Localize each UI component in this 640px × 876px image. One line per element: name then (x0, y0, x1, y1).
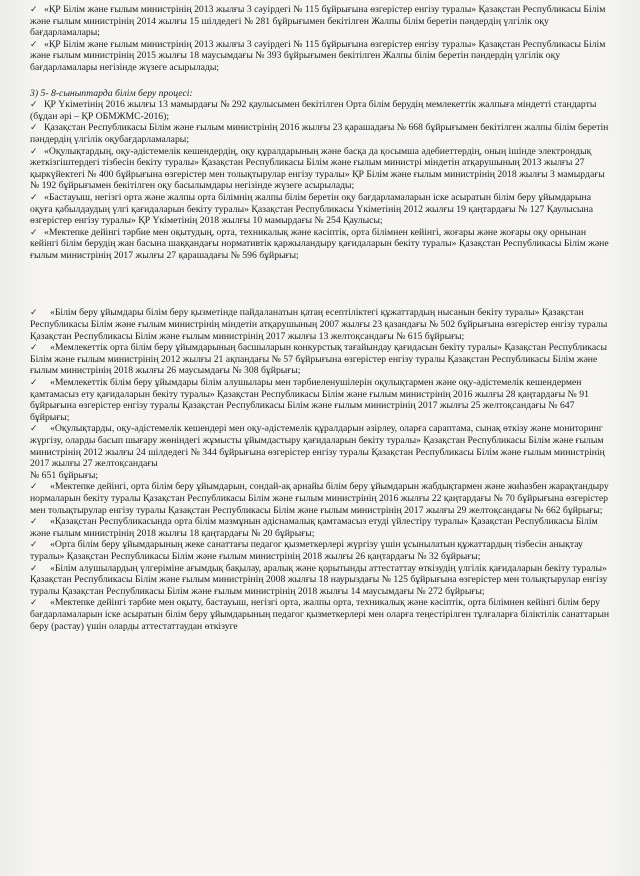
checkmark-icon: ✓ (30, 4, 38, 14)
checkmark-icon: ✓ (30, 516, 38, 527)
checkmark-icon: ✓ (30, 307, 38, 318)
item-text: «ҚР Білім және ғылым министрінің 2013 жылғы 3 сәуірдегі № 115 бұйрығына өзгерістер енгізу туралы» Қазақстан Республикасы Білім және ғылым министрінің 2015 жылғы 18 маусымдағы № 393 бұйрығымен бекітілген Жалпы білім беретін пәндердің үлгілік оқу бағдарламалары негізінде жүзеге асырылады; (30, 38, 606, 73)
item-text: ҚР Үкіметінің 2016 жылғы 13 мамырдағы № 292 қаулысымен бекітілген Орта білім берудің мемлекеттік жалпыға міндетті стандарты (бұдан әрі – ҚР ОБМЖМС-2016); (30, 99, 597, 122)
list-item (30, 563, 616, 598)
item-text: «Орта білім беру ұйымдарының жеке санаттағы педагог қызметкерлері жүргізу үшін ұсынылатын құжаттардың тізбесін анықтау туралы» Қазақстан Республикасы Білім және ғылым министрінің 2018 жылғы 26 қаңтардағы № 32 бұйрығы; (30, 539, 583, 562)
item-text: «Мемлекеттік білім беру ұйымдары білім алушылары мен тәрбиеленушілерін оқулықтармен және оқу-әдістемелік кешендермен қамтамасыз ету қағидаларын бекіту туралы» Қазақстан Республикасы Білім және ғылым министрінің 2016 жылғы 28 қаңтардағы № 91 бұйрығына өзгерістер енгізу туралы Қазақстан Республикасы Білім және ғылым министрінің 2017 жылғы 25 желтоқсандағы № 647 бұйрығы; (30, 377, 589, 423)
list-item (30, 227, 616, 262)
checkmark-icon: ✓ (30, 481, 38, 492)
item-text: «Білім алушылардың үлгеріміне ағымдық бақылау, аралық және қорытынды аттестаттау өткізудің үлгілік қағидаларын бекіту туралы» Қазақстан Республикасы Білім және ғылым министрінің 2008 жылғы 18 наурыздағы № 125 бұйрығына өзгерістер мен толықтырулар енгізу туралы Қазақстан Республикасы Білім және ғылым министрінің 2018 жылғы 14 маусымдағы № 272 бұйрығы; (30, 562, 608, 597)
item-text: «Мектепке дейінгі тәрбие мен оқытудың, орта, техникалық және кәсіптік, орта білімнен кейінгі, жоғары және жоғары оқу орнынан кейінгі білім берудің жан басына шаққандағы нормативтік қаржыландыру қағидаларын бекіту туралы» Қазақстан Республикасы Білім және ғылым министрінің 2017 жылғы 27 қарашадағы № 596 бұйрығы; (30, 226, 609, 261)
checkmark-icon: ✓ (30, 99, 38, 110)
item-text: «ҚР Білім және ғылым министрінің 2013 жылғы 3 сәуірдегі № 115 бұйрығына өзгерістер енгізу туралы» Қазақстан Республикасы Білім және ғылым министрінің 2014 жылғы 15 шілдедегі № 281 бұйрығымен бекітілген Жалпы білім беретін пәндердің үлгілік оқу бағдарламалары; (30, 4, 606, 39)
item-text: Қазақстан Республикасы Білім және ғылым министрінің 2016 жылғы 23 қарашадағы № 668 бұйрығымен бекітілген жалпы білім беретін пәндердің үлгілік оқубағдарламалары; (30, 122, 609, 145)
checkmark-icon: ✓ (30, 191, 38, 202)
list-item (30, 539, 616, 562)
item-text: «Оқулықтардың, оқу-әдістемелік кешендердің, оқу құралдарының және басқа да қосымша әдебиеттердің, оның ішінде электрондық жеткізгіштердегі тізбесін бекіту туралы» Қазақстан Республикасы Білім және ғылым министрі міндетін атқарушының 2013 жылғы 27 қыркүйектегі № 400 бұйрығына өзгерістер мен толықтырулар енгізу туралы» ҚР Білім және ғылым министрінің 2018 жылғы 3 мамырдағы № 192 бұйрығымен бекітілген оқу басылымдары негізінде жүзеге асырылады; (30, 145, 605, 192)
list-item (30, 99, 616, 122)
item-text: «Оқулықтарды, оқу-әдістемелік кешендері мен оқу-әдістемелік құралдарын әзірлеу, оларға сараптама, сынақ өткізу және мониторинг жүргізу, оларды басып шығару жөніндегі жұмысты ұйымдастыру қағидаларын бекіту туралы» Қазақстан Республикасы Білім және ғылым министрінің 2012 жылғы 24 шілдедегі № 344 бұйрығына өзгерістер енгізу туралы Қазақстан Республикасы Білім және ғылым министрінің 2017 жылғы 27 желтоқсандағы (30, 423, 605, 470)
page-gap (30, 261, 616, 307)
list-item (30, 377, 616, 423)
item-text: «Мемлекеттік орта білім беру ұйымдарының басшыларын конкурстық тағайындау қағидасын бекіту туралы» Қазақстан Республикасы Білім және ғылым министрінің 2012 жылғы 21 ақпандағы № 57 бұйрығына өзгерістер енгізу туралы Қазақстан Республикасы Білім және ғылым министрінің 2018 жылғы 26 маусымдағы № 308 бұйрығы; (30, 342, 607, 377)
item-text: «Білім беру ұйымдары білім беру қызметінде пайдаланатын қатаң есептіліктегі құжаттардың нысанын бекіту туралы» Қазақстан Республикасы Білім және ғылым министрінің міндетін атқарушының 2007 жылғы 23 қазандағы № 502 бұйрығына өзгерістер енгізу туралы Қазақстан Республикасы Білім және ғылым министрінің 2017 жылғы 13 желтоқсандағы № 615 бұйрығы; (30, 307, 608, 342)
checkmark-icon: ✓ (30, 423, 38, 434)
item-text: «Бастауыш, негізгі орта және жалпы орта білімнің жалпы білім беретін оқу бағдарламаларын іске асыратын білім беру ұйымдарына оқуға қабылдаудың үлгі қағидаларын бекіту туралы» Қазақстан Республикасы Үкіметінің 2012 жылғы 19 қаңтардағы № 127 Қаулысына өзгерістер енгізу туралы» ҚР Үкіметінің 2018 жылғы 10 мамырдағы № 254 Қаулысы; (30, 191, 594, 227)
list-item (30, 597, 616, 632)
list-item (30, 481, 616, 516)
list-item (30, 516, 616, 539)
list-item (30, 4, 616, 39)
checkmark-icon: ✓ (30, 226, 38, 237)
checkmark-icon: ✓ (30, 342, 38, 353)
item-text: «Мектепке дейінгі тәрбие мен оқыту, бастауыш, негізгі орта, жалпы орта, техникалық және кәсіптік, орта білімнен кейінгі білім беру бағдарламаларын іске асыратын білім беру ұйымдарының педагог қызметкерлері мен оларға теңестірілген тұлғаларға біліктілік санаттарын беру (растау) үшін оларды аттестаттаудан өткізуге (30, 597, 610, 632)
checkmark-icon: ✓ (30, 145, 38, 156)
block-3 (30, 307, 616, 632)
list-item (30, 146, 616, 192)
item-text: № 651 бұйрығы; (30, 469, 99, 481)
checkmark-icon: ✓ (30, 562, 38, 573)
checkmark-icon: ✓ (30, 377, 38, 388)
list-item (30, 423, 616, 469)
list-item (30, 192, 616, 227)
list-item (30, 122, 616, 145)
list-item (30, 307, 616, 342)
item-text: «Қазақстан Республикасында орта білім мазмұнын әдіснамалық қамтамасыз етуді үйлестіру туралы» Қазақстан Республикасы Білім және ғылым министрінің 2018 жылғы 18 қаңтардағы № 20 бұйрығы; (30, 516, 598, 539)
section-heading: 3) 5- 8-сыныптарда білім беру процесі: (30, 87, 193, 99)
checkmark-icon: ✓ (30, 122, 38, 133)
item-text: «Мектепке дейінгі, орта білім беру ұйымдарын, сондай-ақ арнайы білім беру ұйымдарын жабдықтармен және жиһазбен жарақтандыру нормаларын бекіту туралы Қазақстан Республикасы Білім және ғылым министрінің 2016 жылғы 22 қаңтардағы № 70 бұйрығына өзгерістер мен толықтырулар енгізу туралы Қазақстан Республикасы Білім және ғылым министрінің 2017 жылғы 29 желтоқсандағы № 662 бұйрығы; (30, 481, 609, 516)
list-item-continuation (30, 470, 616, 482)
checkmark-icon: ✓ (30, 539, 38, 550)
list-item (30, 39, 616, 74)
checkmark-icon: ✓ (30, 38, 38, 49)
list-item (30, 342, 616, 377)
block-1 (30, 4, 616, 74)
block-2 (30, 99, 616, 261)
checkmark-icon: ✓ (30, 597, 38, 608)
